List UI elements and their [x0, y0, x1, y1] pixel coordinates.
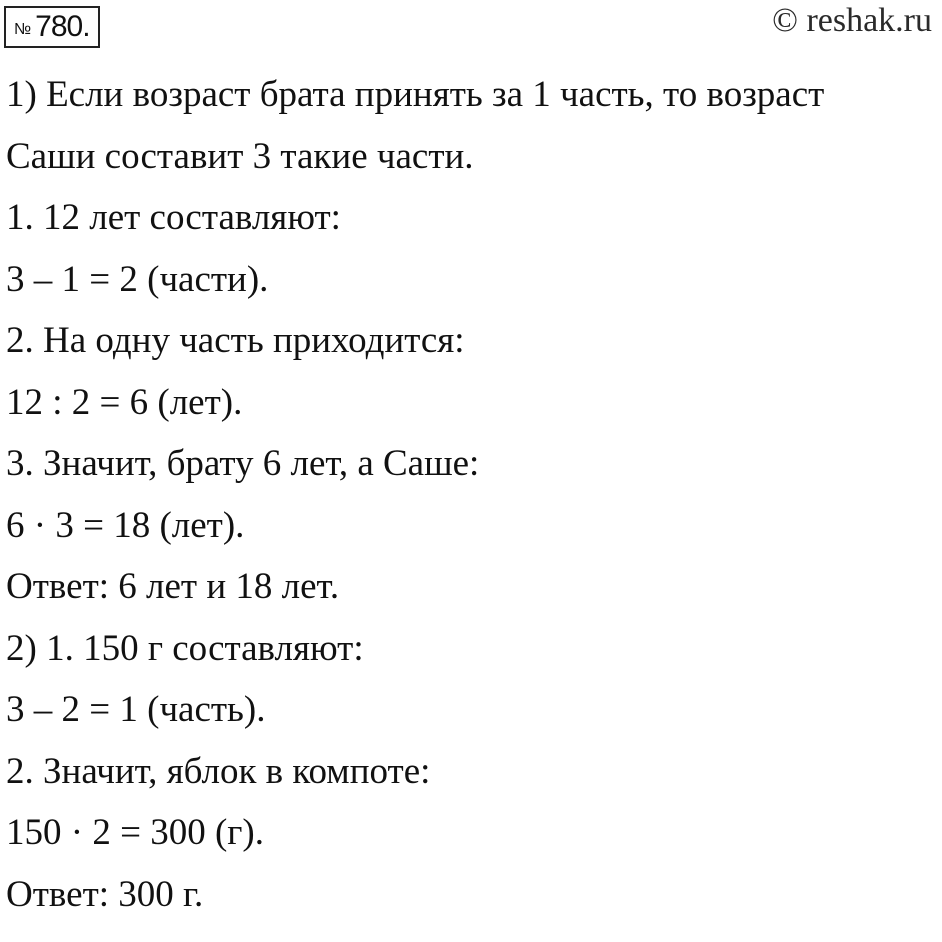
- problem-number: 780.: [35, 10, 90, 43]
- solution-line: 3 – 1 = 2 (части).: [6, 258, 269, 300]
- solution-line: Саши составит 3 такие части.: [6, 135, 474, 177]
- problem-number-badge: [4, 6, 100, 48]
- answer-line: Ответ: 300 г.: [6, 873, 204, 915]
- number-sign: №: [14, 21, 32, 38]
- solution-line: 1. 12 лет составляют:: [6, 197, 341, 238]
- solution-line: 6 · 3 = 18 (лет).: [6, 504, 245, 546]
- solution-line: 3. Значит, брату 6 лет, а Саше:: [6, 443, 480, 484]
- watermark: © reshak.ru: [772, 2, 932, 39]
- solution-line: 2) 1. 150 г составляют:: [6, 627, 364, 669]
- solution-line: 12 : 2 = 6 (лет).: [6, 381, 243, 423]
- solution-line: 1) Если возраст брата принять за 1 часть, то возраст: [6, 74, 825, 115]
- solution-line: 2. Значит, яблок в компоте:: [6, 750, 431, 792]
- answer-line: Ответ: 6 лет и 18 лет.: [6, 566, 340, 607]
- solution-line: 2. На одну часть приходится:: [6, 320, 465, 361]
- solution-line: 150 · 2 = 300 (г).: [6, 812, 265, 853]
- solution-text: [6, 64, 936, 925]
- solution-line: 3 – 2 = 1 (часть).: [6, 689, 266, 730]
